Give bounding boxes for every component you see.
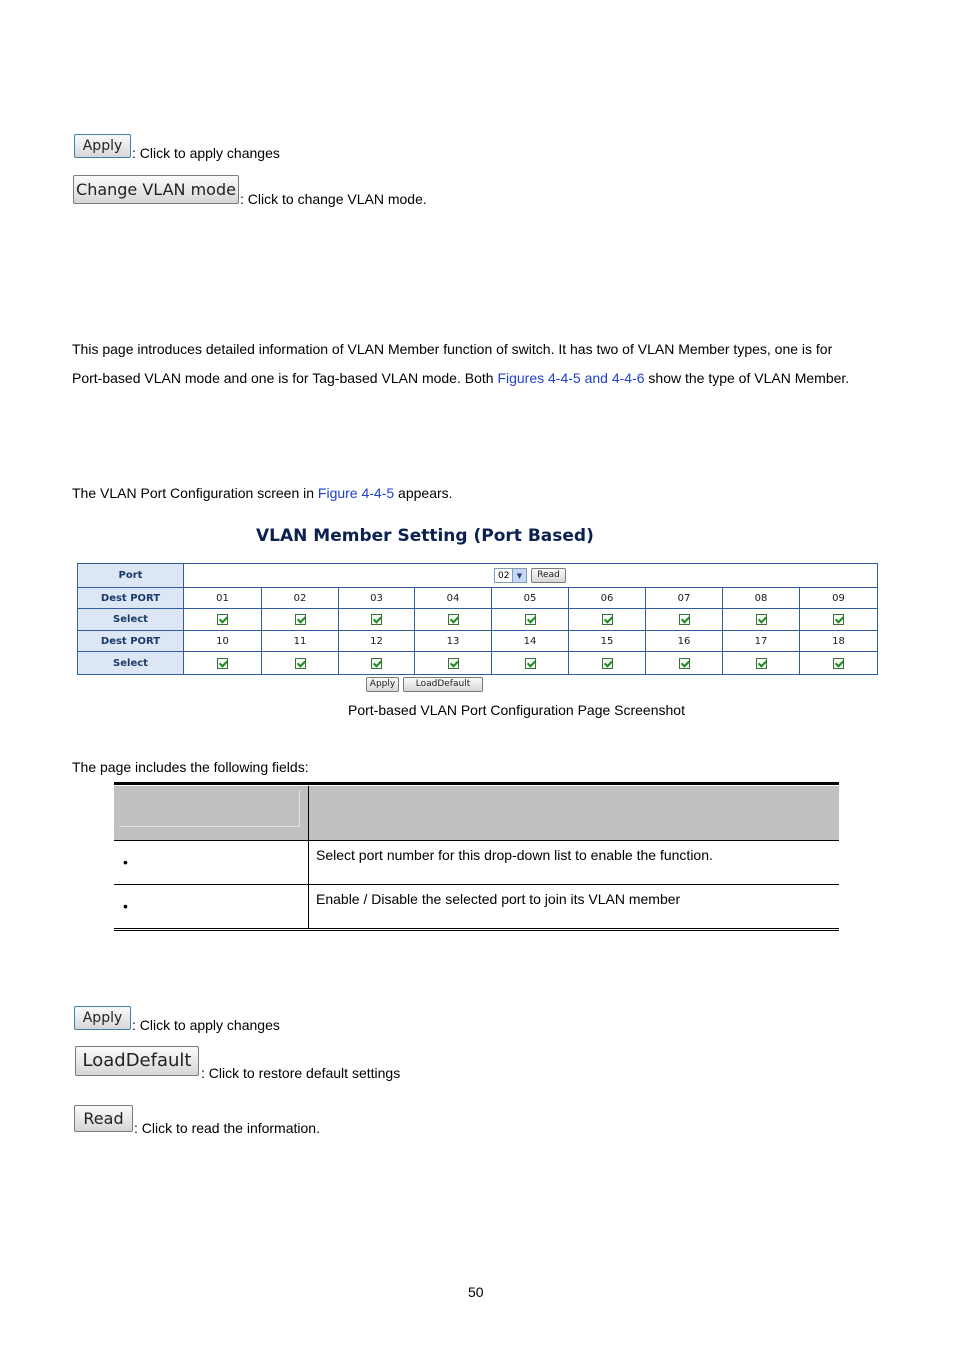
port-select-cell	[800, 652, 877, 674]
port-select-checkbox[interactable]	[217, 658, 228, 669]
port-select-cell	[646, 609, 723, 631]
port-select-checkbox[interactable]	[833, 658, 844, 669]
port-select-checkbox[interactable]	[448, 614, 459, 625]
dest-port-number: 04	[415, 588, 492, 609]
dest-port-number: 17	[723, 631, 800, 652]
port-select-checkbox[interactable]	[833, 614, 844, 625]
page-number: 50	[468, 1284, 484, 1300]
dest-port-number: 03	[339, 588, 415, 609]
intro-line-2: Port-based VLAN mode and one is for Tag-based VLAN mode. Both Figures 4-4-5 and 4-4-6 show the type of VLAN Member.	[72, 370, 850, 386]
figures-link[interactable]: Figures 4-4-5 and 4-4-6	[497, 370, 645, 386]
port-select-cell	[415, 609, 492, 631]
port-dropdown-value: 02	[498, 570, 510, 581]
port-select-cell	[569, 609, 646, 631]
port-select-checkbox[interactable]	[679, 658, 690, 669]
apply-description: : Click to apply changes	[132, 1017, 280, 1033]
port-select-checkbox[interactable]	[371, 614, 382, 625]
row-separator	[114, 884, 839, 885]
figure-link[interactable]: Figure 4-4-5	[317, 485, 395, 501]
field-description: Enable / Disable the selected port to join its VLAN member	[316, 891, 681, 907]
fields-intro: The page includes the following fields:	[72, 759, 309, 775]
port-select-cell	[262, 652, 339, 674]
port-select-checkbox[interactable]	[371, 658, 382, 669]
dest-port-number: 08	[723, 588, 800, 609]
port-select-cell	[339, 609, 415, 631]
port-label: Port	[78, 564, 184, 588]
port-select-checkbox[interactable]	[602, 614, 613, 625]
port-select-checkbox[interactable]	[602, 658, 613, 669]
port-select-cell	[339, 652, 415, 674]
port-select-cell	[723, 652, 800, 674]
dest-port-number: 12	[339, 631, 415, 652]
field-bullet: •	[123, 854, 128, 870]
row-separator	[114, 840, 839, 841]
port-select-checkbox[interactable]	[525, 658, 536, 669]
dest-port-label: Dest PORT	[78, 588, 184, 609]
dest-port-number: 14	[492, 631, 569, 652]
port-select-cell	[646, 652, 723, 674]
fields-table	[114, 782, 839, 932]
loaddefault-button[interactable]: LoadDefault	[403, 677, 483, 692]
read-button[interactable]: Read	[531, 568, 566, 583]
chevron-down-icon: ▼	[512, 569, 526, 582]
dest-port-number: 15	[569, 631, 646, 652]
dest-port-number: 09	[800, 588, 877, 609]
apply-description: : Click to apply changes	[132, 145, 280, 161]
table-bottom-rule	[114, 928, 839, 931]
dest-port-number: 16	[646, 631, 723, 652]
port-select-cell	[262, 609, 339, 631]
dest-port-number: 06	[569, 588, 646, 609]
column-separator	[308, 786, 309, 929]
figure-caption: Port-based VLAN Port Configuration Page Screenshot	[348, 702, 685, 718]
port-select-cell	[800, 609, 877, 631]
vlan-screen-title: VLAN Member Setting (Port Based)	[256, 526, 594, 546]
port-select-checkbox[interactable]	[756, 614, 767, 625]
dest-port-number: 13	[415, 631, 492, 652]
port-select-cell	[492, 609, 569, 631]
dest-port-number: 07	[646, 588, 723, 609]
dest-port-number: 02	[262, 588, 339, 609]
dest-port-number: 05	[492, 588, 569, 609]
read-description: : Click to read the information.	[134, 1120, 320, 1136]
apply-button[interactable]: Apply	[366, 677, 399, 692]
vlan-member-table	[77, 563, 878, 675]
loaddefault-description: : Click to restore default settings	[201, 1065, 401, 1081]
select-label: Select	[78, 652, 184, 674]
port-select-cell	[569, 652, 646, 674]
dest-port-number: 01	[184, 588, 262, 609]
select-label: Select	[78, 609, 184, 631]
port-select-checkbox[interactable]	[756, 658, 767, 669]
port-select-checkbox[interactable]	[679, 614, 690, 625]
dest-port-number: 11	[262, 631, 339, 652]
apply-button-sample[interactable]: Apply	[74, 134, 131, 158]
dest-port-number: 18	[800, 631, 877, 652]
loaddefault-button-sample[interactable]: LoadDefault	[75, 1046, 199, 1076]
port-select-cell	[184, 609, 262, 631]
port-dropdown[interactable]	[494, 568, 527, 583]
port-select-checkbox[interactable]	[295, 614, 306, 625]
field-bullet: •	[123, 898, 128, 914]
apply-button-sample[interactable]: Apply	[74, 1006, 131, 1030]
dest-port-number: 10	[184, 631, 262, 652]
table-top-rule	[114, 782, 839, 785]
table-header-inset	[119, 790, 300, 827]
dest-port-label: Dest PORT	[78, 631, 184, 652]
port-select-cell	[184, 652, 262, 674]
port-select-checkbox[interactable]	[448, 658, 459, 669]
port-select-cell	[723, 609, 800, 631]
port-select-checkbox[interactable]	[295, 658, 306, 669]
port-select-cell	[415, 652, 492, 674]
screen-intro: The VLAN Port Configuration screen in Figure 4-4-5 appears.	[72, 485, 453, 501]
table-header	[114, 786, 839, 840]
port-select-cell	[492, 652, 569, 674]
change-vlan-mode-button-sample[interactable]: Change VLAN mode	[73, 175, 239, 204]
port-select-checkbox[interactable]	[217, 614, 228, 625]
read-button-sample[interactable]: Read	[74, 1105, 133, 1132]
port-select-checkbox[interactable]	[525, 614, 536, 625]
field-description: Select port number for this drop-down list to enable the function.	[316, 847, 713, 863]
change-vlan-mode-description: : Click to change VLAN mode.	[240, 191, 427, 207]
intro-line-1: This page introduces detailed information of VLAN Member function of switch. It has two of VLAN Member types, one is for	[72, 341, 833, 357]
